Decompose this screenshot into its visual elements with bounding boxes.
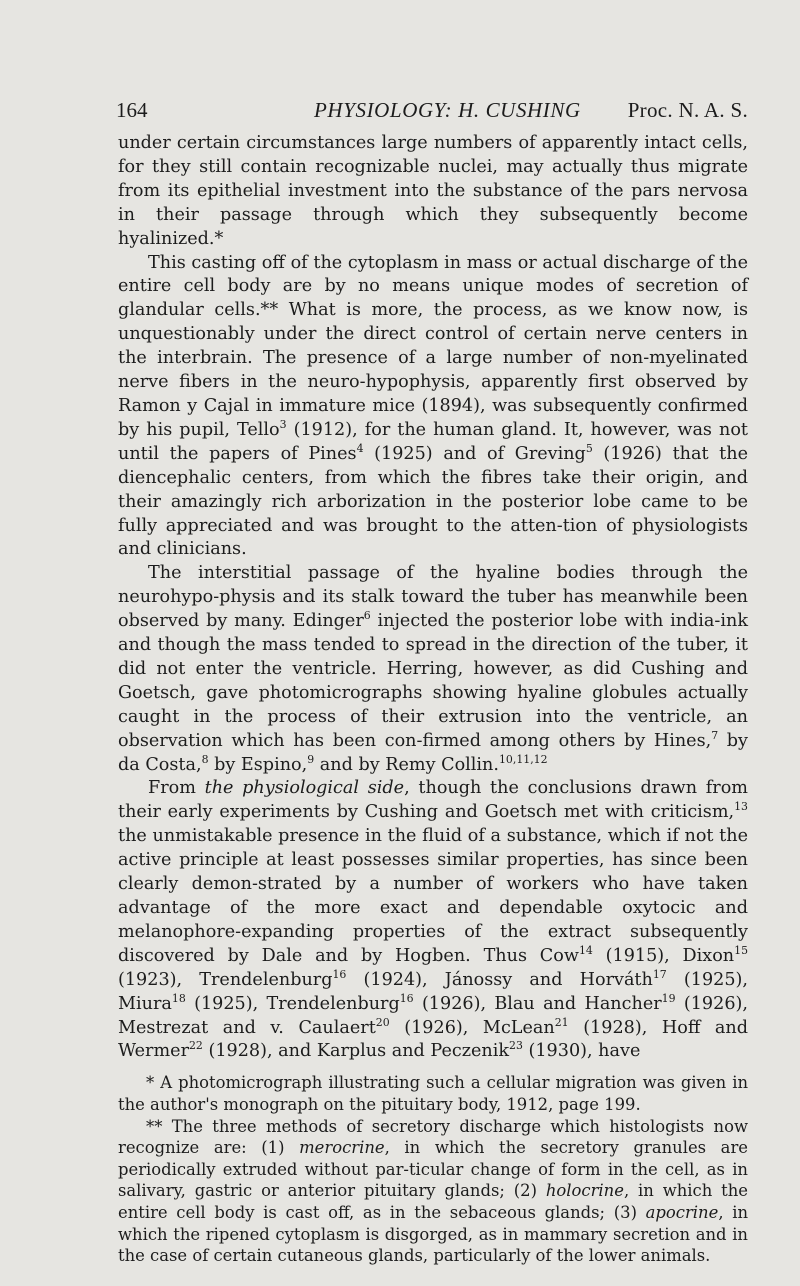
footnote-2: ** The three methods of secretory discharge which histologists now recognize are: (1) merocrine, in which the secretory granules are periodically extruded without par-ticular change of form in the cell, as in salivary, gastric or anterior pituitary glands; (2) holocrine, in which the entire cell body is cast off, as in the sebaceous glands; (3) apocrine, in which the ripened cytoplasm is disgorged, as in mammary secretion and in the case of certain cutaneous glands, particularly of the lower animals.	[118, 1116, 749, 1266]
paragraph-2: This casting off of the cytoplasm in mass or actual discharge of the entire cell body are by no means unique modes of secretion of glandular cells.** What is more, the process, as we know now, is unquestionably under the direct control of certain nerve centers in the interbrain. The presence of a large number of non-myelinated nerve fibers in the neuro-hypophysis, apparently first observed by Ramon y Cajal in immature mice (1894), was subsequently confirmed by his pupil, Tello$^3$ (1912), for the human gland. It, however, was not until the papers of Pines$^4$ (1925) and of Greving$^5$ (1926) that the diencephalic centers, from which the fibres take their origin, and their amazingly rich arborization in the posterior lobe came to be fully appreciated and was brought to the atten-tion of physiologists and clinicians.	[118, 252, 748, 560]
reference-marker: 16	[332, 967, 347, 981]
footnote-1: * A photomicrograph illustrating such a cellular migration was given in the author's monograph on the pituitary body, 1912, page 199.	[118, 1073, 748, 1114]
paragraph-4	[118, 777, 748, 1064]
reference-marker: 6	[363, 609, 371, 623]
reference-marker: 10,11,12	[498, 752, 548, 766]
reference-marker: 4	[356, 441, 364, 455]
reference-marker: 17	[652, 967, 667, 981]
journal-page	[60, 96, 748, 1267]
reference-marker: 13	[734, 800, 748, 814]
page-number: 164	[116, 98, 148, 122]
italic-term: holocrine	[545, 1181, 624, 1201]
reference-marker: 8	[201, 752, 209, 766]
reference-marker: 18	[171, 991, 186, 1005]
journal-name: Proc. N. A. S.	[627, 98, 748, 122]
body-text	[118, 132, 748, 1064]
reference-marker: 15	[734, 943, 749, 957]
reference-marker: 21	[554, 1015, 569, 1029]
reference-marker: 14	[578, 943, 593, 957]
italic-term: merocrine	[299, 1138, 385, 1158]
reference-marker: 7	[711, 728, 719, 742]
reference-marker: 5	[585, 441, 593, 455]
reference-marker: 22	[188, 1039, 203, 1053]
paragraph-3: The interstitial passage of the hyaline bodies through the neurohypo-physis and its stalk toward the tuber has meanwhile been observed by many. Edinger$^6$ injected the posterior lobe with india-ink and though the mass tended to spread in the direction of the tuber, it did not enter the ventricle. Herring, however, as did Cushing and Goetsch, gave photomicrographs showing hyaline globules actually caught in the process of their extrusion into the ventricle, an observation which has been con-firmed among others by Hines,$^7$ by da Costa,$^8$ by Espino,$^9$ and by Remy Collin.$^{10,11,12}$	[118, 563, 749, 775]
reference-marker: 3	[279, 417, 287, 431]
reference-marker: 16	[399, 991, 414, 1005]
reference-marker: 23	[509, 1039, 523, 1053]
reference-marker: 19	[661, 991, 676, 1005]
paragraph-1: under certain circumstances large numbers of apparently intact cells, for they still contain recognizable nuclei, may actually thus migrate from its epithelial investment into the substance of the pars nervosa in their passage through which they subsequently become hyalinized.*	[118, 133, 748, 249]
reference-marker: 20	[375, 1015, 390, 1029]
footnotes	[118, 1072, 748, 1266]
page-header	[60, 96, 748, 128]
reference-marker: 9	[307, 752, 315, 766]
italic-term: the physiological side	[204, 778, 405, 799]
paragraph-4-text: From the physiological side, though the conclusions drawn from their early experiments by Cushing and Goetsch met with criticism,$^{13}$ the unmistakable presence in the fluid of a substance, which if not the active principle at least possesses similar properties, has since been clearly demon-strated by a number of workers who have taken advantage of the more exact and dependable oxytocic and melanophore-expanding properties of the extract subsequently discovered by Dale and by Hogben. Thus Cow$^{14}$ (1915), Dixon$^{15}$ (1923), Trendelenburg$^{16}$ (1924), Jánossy and Horváth$^{17}$ (1925), Miura$^{18}$ (1925), Trendelenburg$^{16}$ (1926), Blau and Hancher$^{19}$ (1926), Mestrezat and v. Caulaert$^{20}$ (1926), McLean$^{21}$ (1928), Hoff and Wermer$^{22}$ (1928), and Karplus and Peczenik$^{23}$ (1930), have	[118, 778, 749, 1062]
running-title: PHYSIOLOGY: H. CUSHING	[314, 98, 581, 122]
italic-term: apocrine	[645, 1202, 719, 1222]
